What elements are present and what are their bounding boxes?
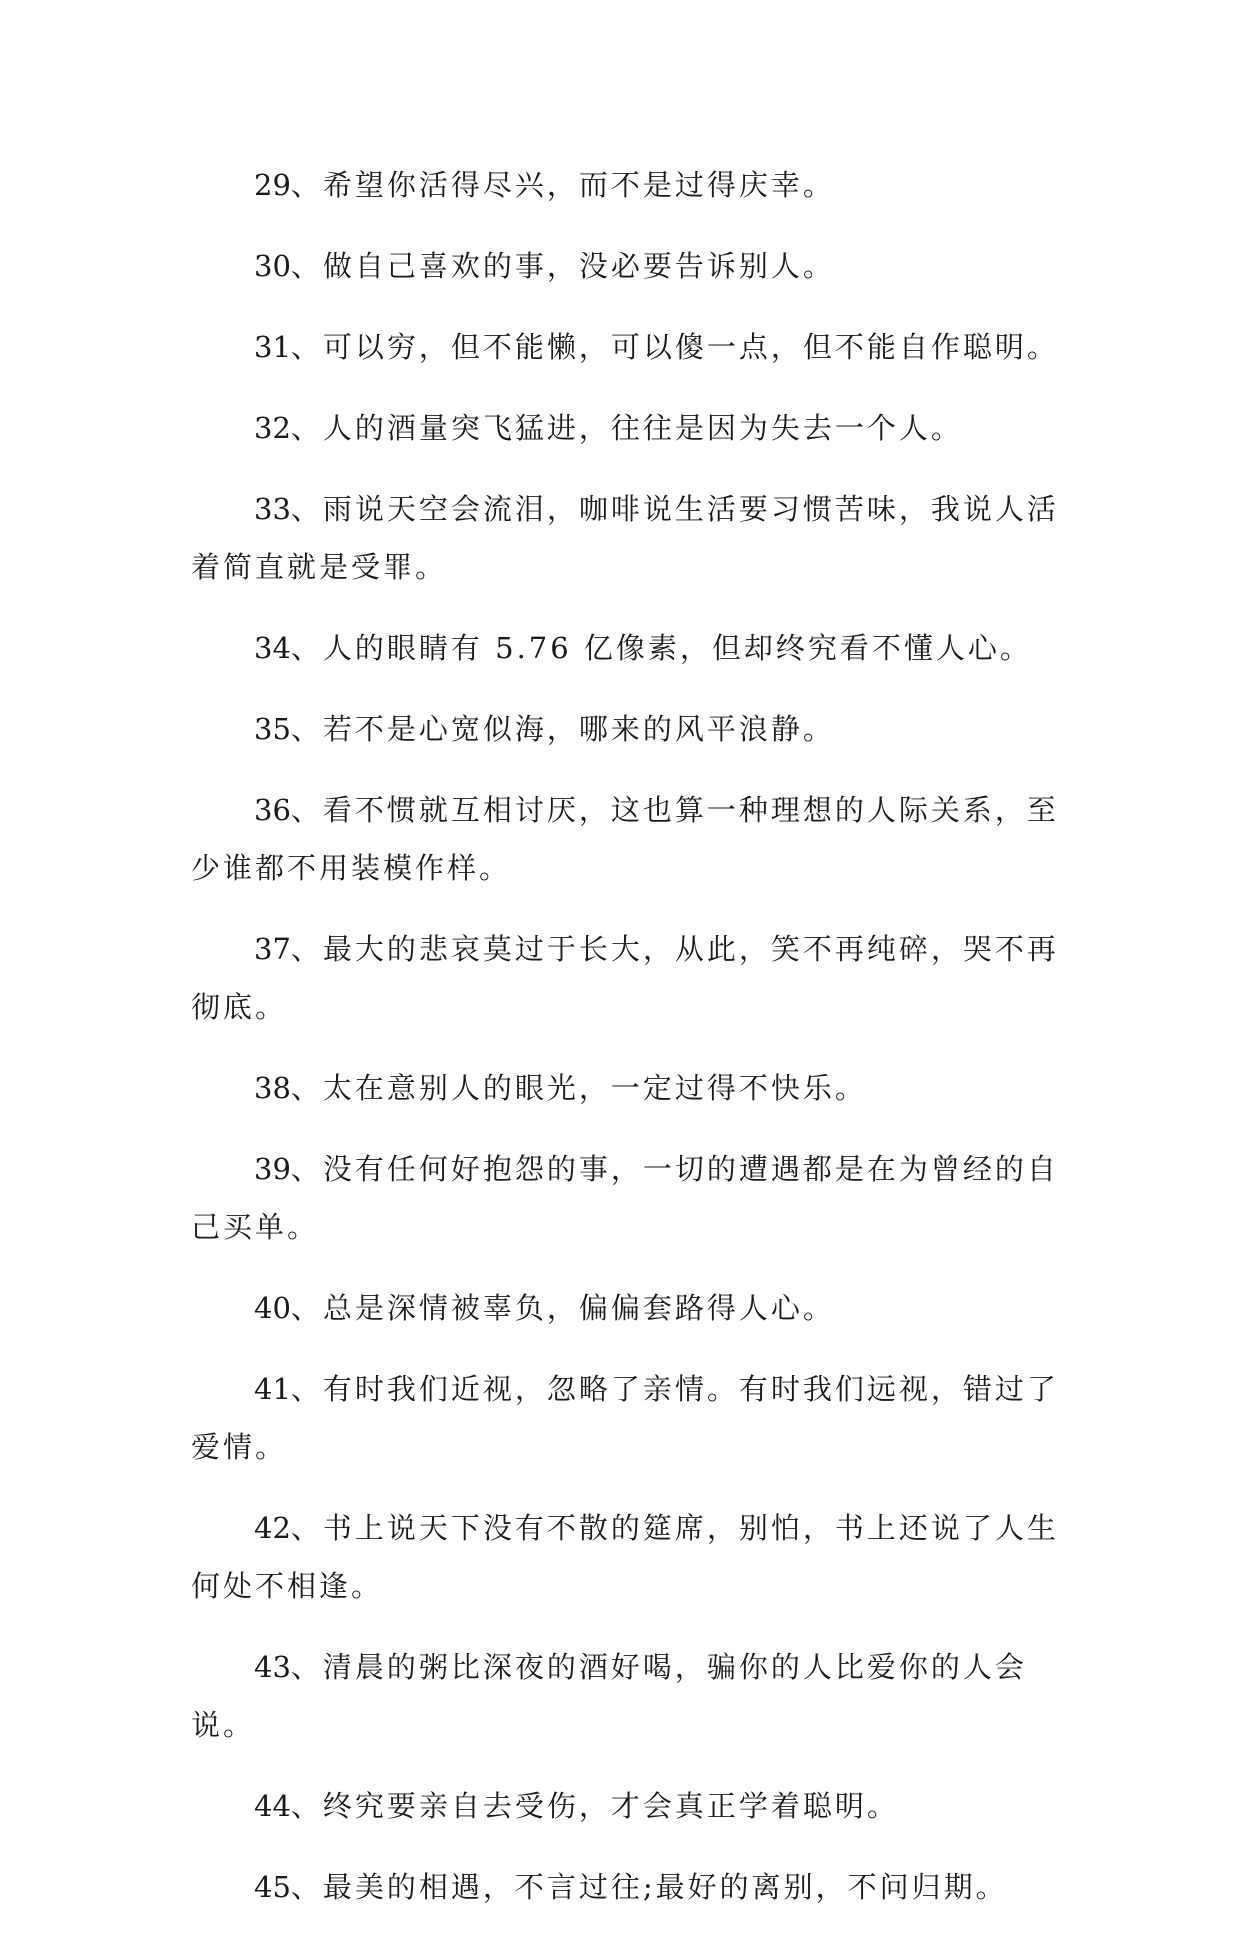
item-number: 36	[254, 793, 291, 827]
item-number: 42	[254, 1511, 291, 1545]
item-text: 、清晨的粥比深夜的酒好喝，骗你的人比爱你的人会说。	[191, 1650, 1027, 1742]
item-text: 、太在意别人的眼光，一定过得不快乐。	[290, 1071, 867, 1105]
item-text: 、做自己喜欢的事，没必要告诉别人。	[290, 249, 835, 283]
item-text: 、有时我们近视，忽略了亲情。有时我们远视，错过了爱情。	[191, 1372, 1059, 1464]
list-item	[191, 1059, 1067, 1117]
list-item	[191, 237, 1067, 295]
item-text: 、人的酒量突飞猛进，往往是因为失去一个人。	[290, 411, 963, 445]
item-number: 34	[254, 631, 291, 665]
list-item	[191, 1499, 1067, 1615]
item-number: 31	[254, 330, 291, 364]
list-item	[191, 700, 1067, 758]
item-text: 、最美的相遇，不言过往;最好的离别，不问归期。	[290, 1870, 1008, 1904]
list-item	[191, 399, 1067, 457]
item-text: 、可以穷，但不能懒，可以傻一点，但不能自作聪明。	[290, 330, 1059, 364]
item-text: 、总是深情被辜负，偏偏套路得人心。	[290, 1291, 835, 1325]
item-number: 44	[254, 1789, 291, 1823]
list-item	[191, 1360, 1067, 1476]
list-item	[191, 1279, 1067, 1337]
list-item	[191, 920, 1067, 1036]
item-number: 35	[254, 712, 291, 746]
list-item	[191, 1638, 1067, 1754]
item-number: 43	[254, 1650, 291, 1684]
list-item	[191, 781, 1067, 897]
list-item	[191, 1140, 1067, 1256]
item-number: 33	[254, 492, 291, 526]
item-text: 、看不惯就互相讨厌，这也算一种理想的人际关系，至少谁都不用装模作样。	[191, 793, 1059, 885]
item-text: 、雨说天空会流泪，咖啡说生活要习惯苦味，我说人活着简直就是受罪。	[191, 492, 1059, 584]
list-item	[191, 1858, 1067, 1916]
list-item	[191, 156, 1067, 214]
quote-list	[191, 156, 1067, 1939]
item-text: 、最大的悲哀莫过于长大，从此，笑不再纯碎，哭不再彻底。	[191, 932, 1059, 1024]
item-text: 、终究要亲自去受伤，才会真正学着聪明。	[290, 1789, 899, 1823]
item-number: 32	[254, 411, 291, 445]
item-number: 40	[254, 1291, 291, 1325]
item-text: 、若不是心宽似海，哪来的风平浪静。	[290, 712, 835, 746]
list-item	[191, 619, 1067, 677]
list-item	[191, 480, 1067, 596]
item-text: 、希望你活得尽兴，而不是过得庆幸。	[290, 168, 835, 202]
list-item	[191, 1777, 1067, 1835]
item-text: 、没有任何好抱怨的事，一切的遭遇都是在为曾经的自己买单。	[191, 1152, 1059, 1244]
item-number: 29	[254, 168, 291, 202]
item-number: 39	[254, 1152, 291, 1186]
item-number: 41	[254, 1372, 291, 1406]
item-number: 30	[254, 249, 291, 283]
item-text: 、人的眼睛有 5.76 亿像素，但却终究看不懂人心。	[290, 631, 1032, 665]
list-item	[191, 318, 1067, 376]
item-number: 37	[254, 932, 291, 966]
item-number: 38	[254, 1071, 291, 1105]
item-text: 、书上说天下没有不散的筵席，别怕，书上还说了人生何处不相逢。	[191, 1511, 1059, 1603]
item-number: 45	[254, 1870, 291, 1904]
